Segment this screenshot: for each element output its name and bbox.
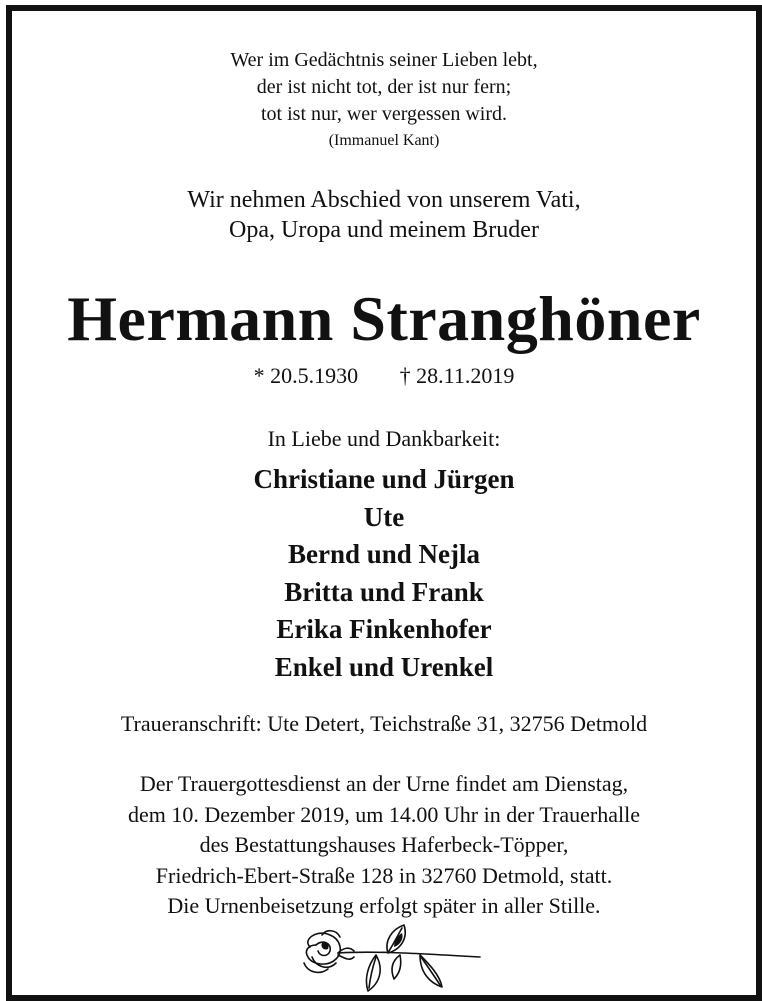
service-notice [12,769,756,922]
poem-line: der ist nicht tot, der ist nur fern; [256,76,512,98]
family-list [12,461,756,686]
obituary-frame [6,5,762,1001]
service-line: des Bestattungshauses Haferbeck-Töpper, [199,832,569,857]
poem-line: tot ist nur, wer vergessen wird. [260,103,507,125]
rose-icon [292,917,492,997]
deceased-name: Hermann Stranghöner [67,283,701,354]
thanks-label: In Liebe und Dankbarkeit: [267,426,501,451]
poem-author: (Immanuel Kant) [328,132,440,149]
farewell-intro [12,185,756,245]
intro-line: Opa, Uropa und meinem Bruder [229,217,539,243]
intro-line: Wir nehmen Abschied von unserem Vati, [187,187,581,213]
service-line: Der Trauergottesdienst an der Urne findet am Dienstag, [139,771,629,796]
death-date: † 28.11.2019 [399,363,515,388]
family-member: Enkel und Urenkel [274,651,494,682]
family-member: Ute [363,501,405,532]
service-line: Die Urnenbeisetzung erfolgt später in aller Stille. [167,893,601,918]
service-line: dem 10. Dezember 2019, um 14.00 Uhr in der Trauerhalle [128,801,640,827]
family-member: Christiane und Jürgen [253,464,515,494]
birth-date: * 20.5.1930 [253,363,359,388]
poem-line: Wer im Gedächtnis seiner Lieben lebt, [230,49,538,71]
family-member: Britta und Frank [284,576,484,607]
obituary-content [12,11,756,995]
memorial-poem [12,47,756,153]
mourning-address: Traueranschrift: Ute Detert, Teichstraße 31, 32756 Detmold [120,711,648,736]
service-line: Friedrich-Ebert-Straße 128 in 32760 Detmold, statt. [155,862,613,888]
family-member: Erika Finkenhofer [276,614,492,644]
family-member: Bernd und Nejla [287,539,481,569]
life-dates [12,361,756,391]
